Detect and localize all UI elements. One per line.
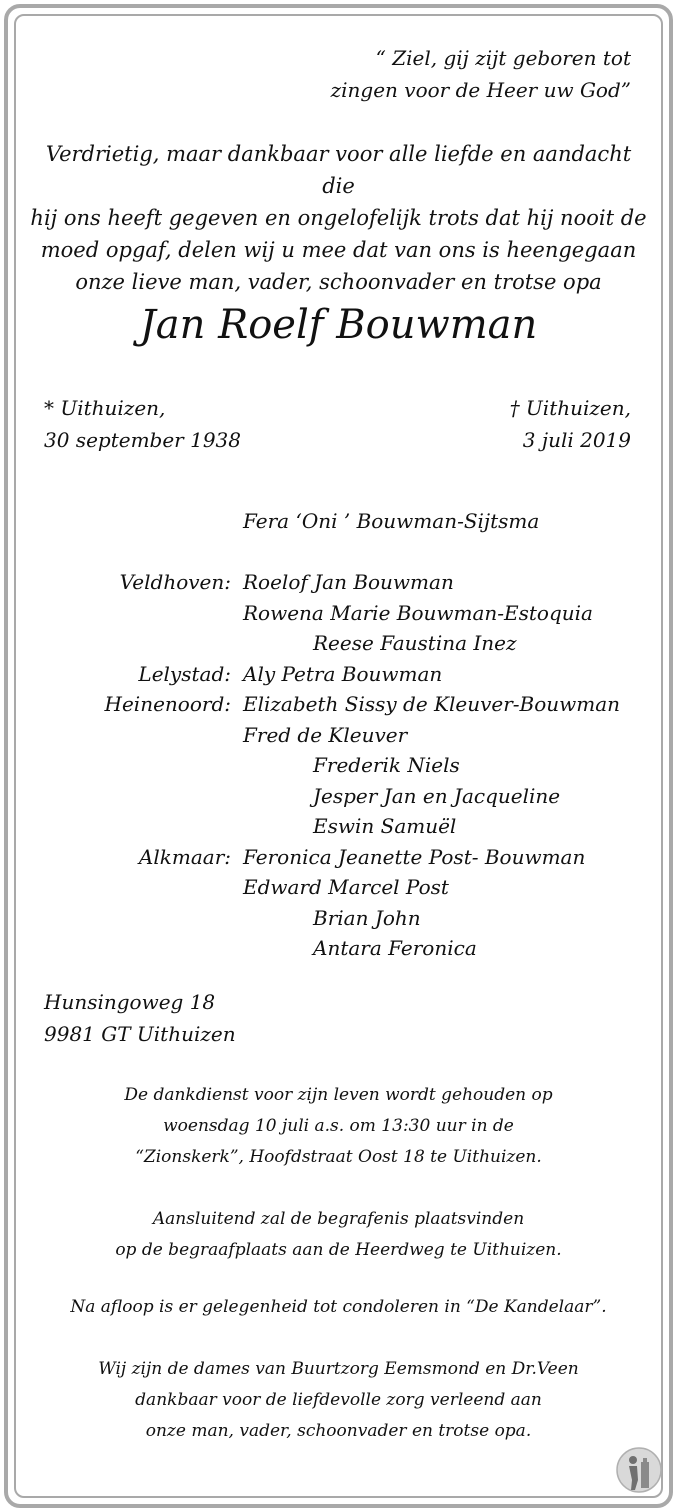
intro-line: Verdrietig, maar dankbaar voor alle liefde en aandacht die (45, 142, 632, 198)
family-place (0, 933, 243, 964)
family-row (0, 567, 677, 598)
thanks-line: Wij zijn de dames van Buurtzorg Eemsmond en Dr.Veen (98, 1359, 579, 1379)
home-address (44, 986, 236, 1050)
family-row (0, 659, 677, 690)
family-place: Heinenoord: (104, 692, 231, 716)
family-row (0, 781, 677, 812)
family-place (0, 628, 243, 659)
family-row (0, 598, 677, 629)
family-member: Frederik Niels (313, 753, 460, 777)
family-row (0, 872, 677, 903)
family-member: Aly Petra Bouwman (243, 661, 443, 686)
intro-text (30, 138, 647, 298)
family-member: Feronica Jeanette Post- Bouwman (243, 844, 586, 869)
burial-info (20, 1204, 657, 1266)
thanks-line: onze man, vader, schoonvader en trotse opa. (145, 1421, 532, 1441)
family-member: Rowena Marie Bouwman-Estoquia (243, 600, 593, 625)
family-row (0, 842, 677, 873)
family-place (0, 903, 243, 934)
family-member: Roelof Jan Bouwman (243, 570, 454, 594)
family-member: Jesper Jan en Jacqueline (313, 783, 561, 808)
service-line: De dankdienst voor zijn leven wordt gehouden op (124, 1085, 553, 1105)
death-date: 3 juli 2019 (522, 428, 631, 452)
family-member: Edward Marcel Post (243, 875, 449, 899)
birth-place: * Uithuizen, (44, 396, 166, 420)
thanks-line: dankbaar voor de liefdevolle zorg verleend aan (135, 1390, 542, 1410)
family-list (0, 506, 677, 964)
service-line: woensdag 10 juli a.s. om 13:30 uur in de (163, 1116, 514, 1136)
family-member: Antara Feronica (313, 936, 477, 960)
family-place: Veldhoven: (119, 570, 231, 594)
death-place: † Uithuizen, (509, 396, 631, 420)
family-member: Elizabeth Sissy de Kleuver-Bouwman (243, 692, 621, 716)
quote-line: zingen voor de Heer uw God” (330, 78, 631, 102)
family-member: Eswin Samuël (313, 814, 457, 838)
address-city: 9981 GT Uithuizen (44, 1022, 236, 1046)
family-place: Alkmaar: (138, 844, 231, 869)
family-member: Fred de Kleuver (243, 722, 408, 747)
family-member: Reese Faustina Inez (313, 631, 517, 655)
family-place: Lelystad: (138, 661, 231, 686)
address-street: Hunsingoweg 18 (44, 990, 216, 1014)
opening-quote (331, 42, 631, 106)
family-place (0, 811, 243, 842)
service-line: “Zionskerk”, Hoofdstraat Oost 18 te Uithuizen. (135, 1147, 542, 1167)
condolence-info: Na afloop is er gelegenheid tot condoleren in “De Kandelaar”. (70, 1297, 607, 1317)
family-place (0, 872, 243, 903)
family-row (0, 628, 677, 659)
thanks-text (20, 1354, 657, 1447)
intro-line: onze lieve man, vader, schoonvader en trotse opa (75, 270, 602, 294)
quote-line: “ Ziel, gij zijt geboren tot (375, 46, 631, 70)
family-row (0, 750, 677, 781)
burial-line: Aansluitend zal de begrafenis plaatsvinden (152, 1209, 525, 1229)
birth-info (44, 392, 241, 456)
family-place (0, 781, 243, 812)
intro-line: moed opgaf, delen wij u mee dat van ons is heengegaan (40, 238, 637, 262)
intro-line: hij ons heeft gegeven en ongelofelijk trots dat hij nooit de (30, 206, 647, 230)
family-place (0, 506, 243, 537)
burial-line: op de begraafplaats aan de Heerdweg te Uithuizen. (115, 1240, 562, 1260)
service-info (20, 1080, 657, 1173)
death-info (510, 392, 631, 456)
publisher-logo-icon (615, 1446, 663, 1494)
family-row (0, 506, 677, 537)
family-place (0, 537, 243, 568)
family-place (0, 720, 243, 751)
family-row (0, 903, 677, 934)
family-place (0, 598, 243, 629)
birth-date: 30 september 1938 (44, 428, 242, 452)
family-row (0, 933, 677, 964)
family-member: Fera ‘Oni ’ Bouwman-Sijtsma (243, 509, 540, 533)
family-member: Brian John (313, 905, 421, 930)
family-row (0, 689, 677, 720)
family-row (0, 811, 677, 842)
family-row (0, 537, 677, 568)
deceased-name: Jan Roelf Bouwman (139, 302, 538, 348)
family-row (0, 720, 677, 751)
family-place (0, 750, 243, 781)
